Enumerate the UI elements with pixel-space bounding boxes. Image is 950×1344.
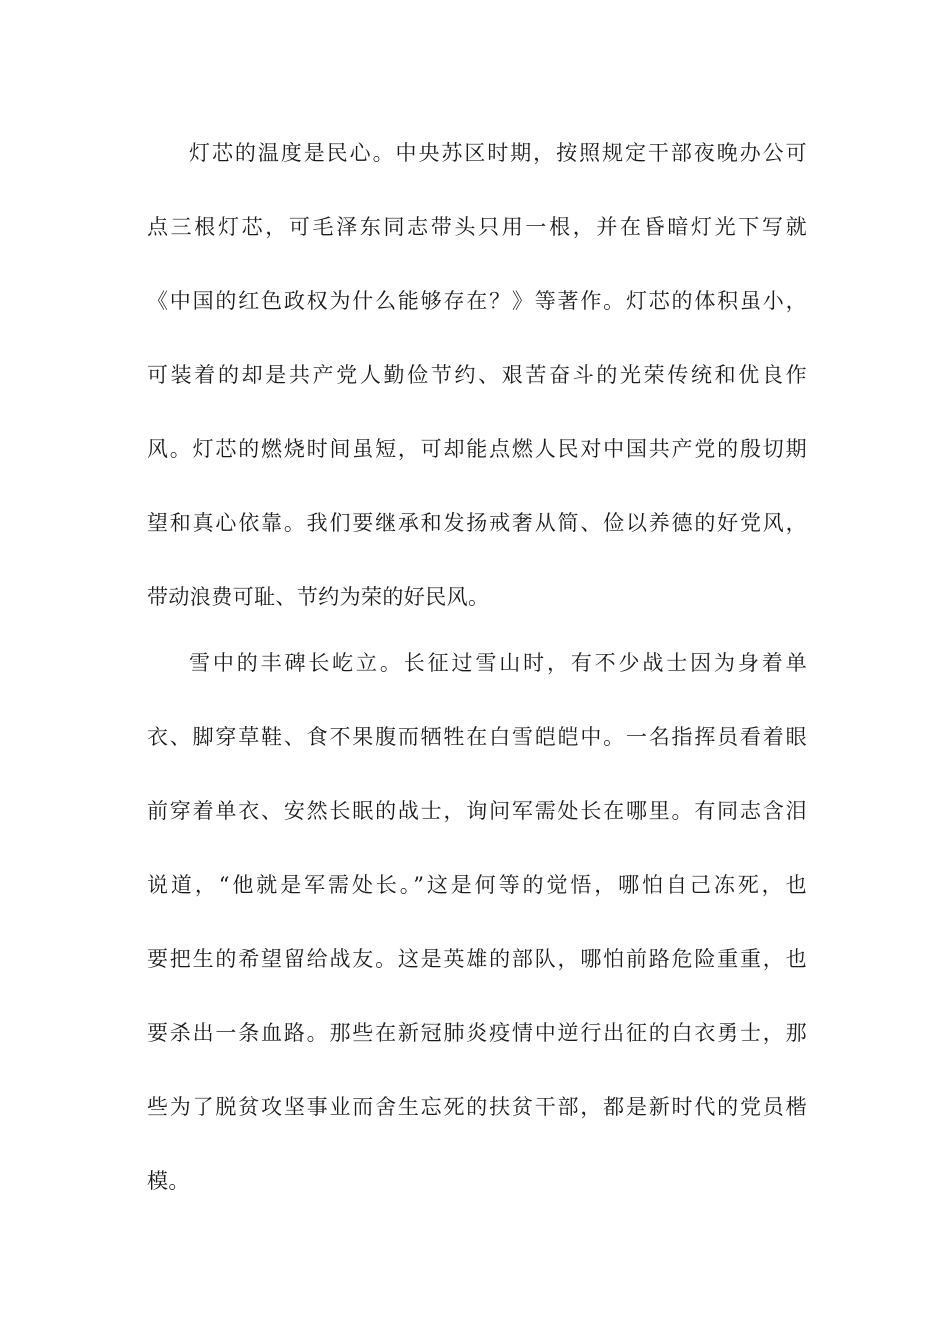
text-line: 要杀出一条血路。那些在新冠肺炎疫情中逆行出征的白衣勇士，那 [147,1021,807,1045]
text-line: 望和真心依靠。我们要继承和发扬戒奢从简、俭以养德的好党风， [147,511,807,535]
text-line: 模。 [147,1169,190,1193]
text-line: 要把生的希望留给战友。这是英雄的部队，哪怕前路危险重重，也 [147,947,807,971]
text-line: 衣、脚穿草鞋、食不果腹而牺牲在白雪皑皑中。一名指挥员看着眼 [147,725,807,749]
text-line: 风。灯芯的燃烧时间虽短，可却能点燃人民对中国共产党的殷切期 [147,437,807,461]
text-line: 灯芯的温度是民心。中央苏区时期，按照规定干部夜晚办公可 [189,141,807,165]
text-line: 《中国的红色政权为什么能够存在？》等著作。灯芯的体积虽小， [147,289,807,313]
text-line: 说道，“他就是军需处长。”这是何等的觉悟，哪怕自己冻死，也 [147,873,807,897]
text-line: 可装着的却是共产党人勤俭节约、艰苦奋斗的光荣传统和优良作 [147,363,807,387]
text-line: 带动浪费可耻、节约为荣的好民风。 [147,585,490,609]
text-line: 前穿着单衣、安然长眠的战士，询问军需处长在哪里。有同志含泪 [147,799,807,823]
text-line: 雪中的丰碑长屹立。长征过雪山时，有不少战士因为身着单 [189,651,807,675]
text-line: 些为了脱贫攻坚事业而舍生忘死的扶贫干部，都是新时代的党员楷 [147,1095,807,1119]
text-line: 点三根灯芯，可毛泽东同志带头只用一根，并在昏暗灯光下写就 [147,215,807,239]
